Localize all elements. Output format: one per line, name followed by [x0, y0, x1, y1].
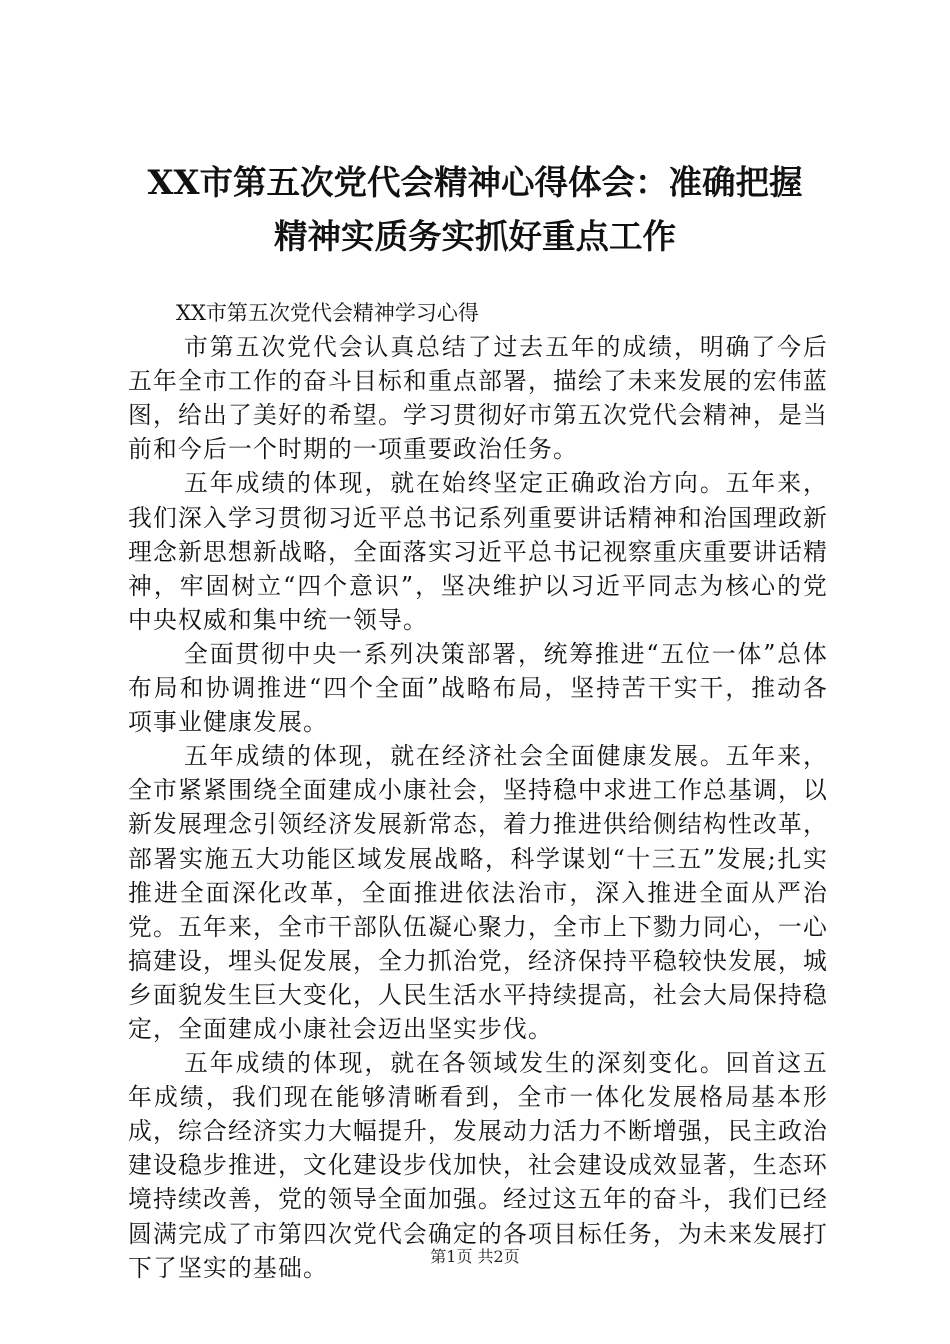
paragraph-1: 市第五次党代会认真总结了过去五年的成绩，明确了今后五年全市工作的奋斗目标和重点部署，描绘了未来发展的宏伟蓝图，给出了美好的希望。学习贯彻好市第五次党代会精神，是当前和今后一个时期的一项重要政治任务。 — [128, 333, 828, 464]
document-title — [100, 156, 850, 264]
title-line-1: XX市第五次党代会精神心得体会：准确把握 — [147, 163, 803, 202]
paragraph-4: 五年成绩的体现，就在经济社会全面健康发展。五年来，全市紧紧围绕全面建成小康社会，坚持稳中求进工作总基调，以新发展理念引领经济发展新常态，着力推进供给侧结构性改革，部署实施五大功能区域发展战略，科学谋划“十三五”发展;扎实推进全面深化改革，全面推进依法治市，深入推进全面从严治党。五年来，全市干部队伍凝心聚力，全市上下勠力同心，一心搞建设，埋头促发展，全力抓治党，经济保持平稳较快发展，城乡面貌发生巨大变化，人民生活水平持续提高，社会大局保持稳定，全面建成小康社会迈出坚实步伐。 — [128, 742, 828, 1043]
document-body — [128, 296, 828, 1285]
document-subtitle: XX市第五次党代会精神学习心得 — [176, 301, 479, 325]
paragraph-5: 五年成绩的体现，就在各领域发生的深刻变化。回首这五年成绩，我们现在能够清晰看到，全市一体化发展格局基本形成，综合经济实力大幅提升，发展动力活力不断增强，民主政治建设稳步推进，文化建设步伐加快，社会建设成效显著，生态环境持续改善，党的领导全面加强。经过这五年的奋斗，我们已经圆满完成了市第四次党代会确定的各项目标任务，为未来发展打下了坚实的基础。 — [128, 1049, 828, 1282]
title-line-2: 精神实质务实抓好重点工作 — [274, 217, 676, 256]
paragraph-3: 全面贯彻中央一系列决策部署，统筹推进“五位一体”总体布局和协调推进“四个全面”战略布局，坚持苦干实干，推动各项事业健康发展。 — [128, 639, 828, 737]
paragraph-2: 五年成绩的体现，就在始终坚定正确政治方向。五年来，我们深入学习贯彻习近平总书记系列重要讲话精神和治国理政新理念新思想新战略，全面落实习近平总书记视察重庆重要讲话精神，牢固树立“四个意识”，坚决维护以习近平同志为核心的党中央权威和集中统一领导。 — [128, 469, 828, 634]
page-number-footer: 第1页 共2页 — [430, 1247, 520, 1266]
